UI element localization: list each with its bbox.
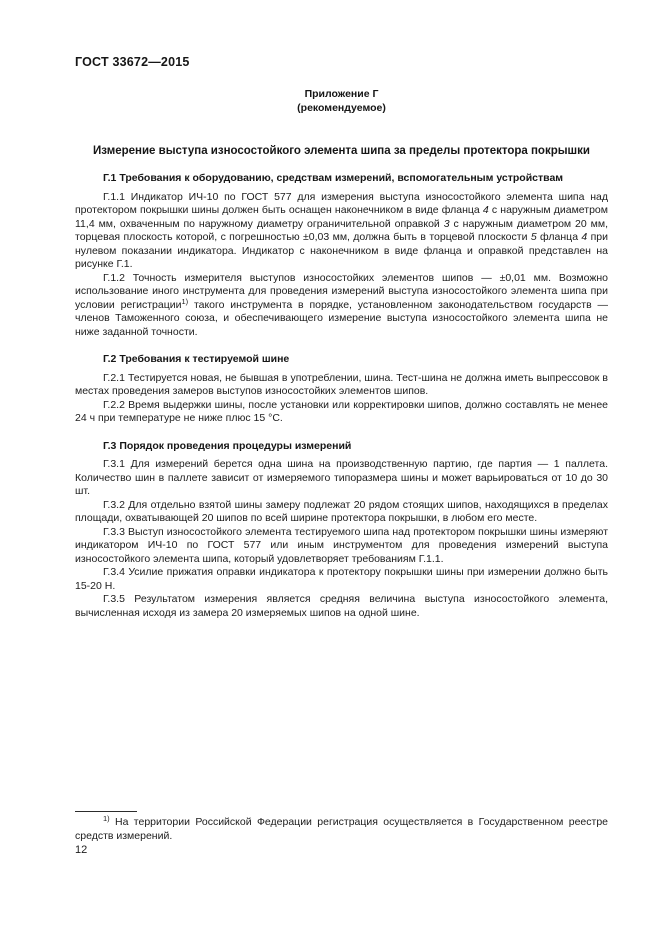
paragraph-g2-1: Г.2.1 Тестируется новая, не бывшая в употреблении, шина. Тест-шина не должна иметь выпрессовок в местах проведения замеров выступов износостойких элементов шипов. bbox=[75, 371, 608, 397]
footnote-rule bbox=[75, 811, 137, 812]
paragraph-g1-1: Г.1.1 Индикатор ИЧ-10 по ГОСТ 577 для измерения выступа износостойкого элемента шипа над протектором покрышки шины должен быть оснащен наконечником в виде фланца 4 с наружным диаметром 11,4 мм, охваченным по наружному диаметру ограничительной оправкой 3 с наружным диаметром 20 мм, торцевая плоскость которой, с погрешностью ±0,03 мм, должна быть в торцевой плоскости 5 фланца 4 при нулевом показании индикатора. Индикатор с наконечником в виде фланца и оправкой представлен на рисунке Г.1. bbox=[75, 190, 608, 270]
document-number: ГОСТ 33672—2015 bbox=[75, 55, 190, 69]
appendix-type: (рекомендуемое) bbox=[297, 101, 386, 114]
paragraph-g3-1: Г.3.1 Для измерений берется одна шина на производственную партию, где партия — 1 паллета. Количество шин в паллете зависит от измеряемого типоразмера шины и может варьироваться от 10 до 30 шт. bbox=[75, 458, 608, 497]
paragraph-g3-2: Г.3.2 Для отдельно взятой шины замеру подлежат 20 рядом стоящих шипов, находящихся в пределах площади, охватывающей 20 шипов по всей ширине протектора покрышки, в любом его месте. bbox=[75, 498, 608, 524]
appendix-block bbox=[75, 88, 608, 115]
footnote bbox=[75, 811, 608, 843]
appendix-label: Приложение Г bbox=[304, 88, 379, 100]
section-heading-g1: Г.1 Требования к оборудованию, средствам измерений, вспомогательным устройствам bbox=[103, 172, 564, 184]
page-number: 12 bbox=[75, 844, 88, 856]
page-content bbox=[75, 55, 608, 620]
paragraph-g3-3: Г.3.3 Выступ износостойкого элемента тестируемого шипа над протектором покрышки шины измеряют индикатором ИЧ-10 по ГОСТ 577 или иным инструментом для проведения измерений выступа износостойкого элемента шипа, который удовлетворяет требованиям Г.1.1. bbox=[75, 525, 608, 565]
section-heading-g3: Г.3 Порядок проведения процедуры измерений bbox=[103, 439, 352, 452]
paragraph-g2-2: Г.2.2 Время выдержки шины, после установки или корректировки шипов, должно составлять не менее 24 ч при температуре не ниже плюс 15 °С. bbox=[75, 398, 608, 424]
section-heading-g2: Г.2 Требования к тестируемой шине bbox=[103, 353, 290, 365]
paragraph-g1-2: Г.1.2 Точность измерителя выступов износостойких элементов шипов — ±0,01 мм. Возможно использование иного инструмента для проведения измерений выступа износостойкого элемента шипа при условии регистрации$^{1)}$ такого инструмента в порядке, установленном законодательством государств — членов Таможенного союза, и обеспечивающего измерение выступа износостойкого элемента шипа не ниже заданной точности. bbox=[75, 271, 608, 338]
page-title: Измерение выступа износостойкого элемента шипа за пределы протектора покрышки bbox=[93, 145, 590, 157]
paragraph-g3-4: Г.3.4 Усилие прижатия оправки индикатора к протектору покрышки шины при измерении должно быть 15-20 Н. bbox=[75, 566, 608, 592]
footnote-text: $^{1)}$ На территории Российской Федерации регистрация осуществляется в Государственном реестре средств измерений. bbox=[75, 814, 608, 842]
paragraph-g3-5: Г.3.5 Результатом измерения является средняя величина выступа износостойкого элемента, вычисленная исходя из замера 20 измеряемых шипов на одной шине. bbox=[75, 593, 608, 619]
